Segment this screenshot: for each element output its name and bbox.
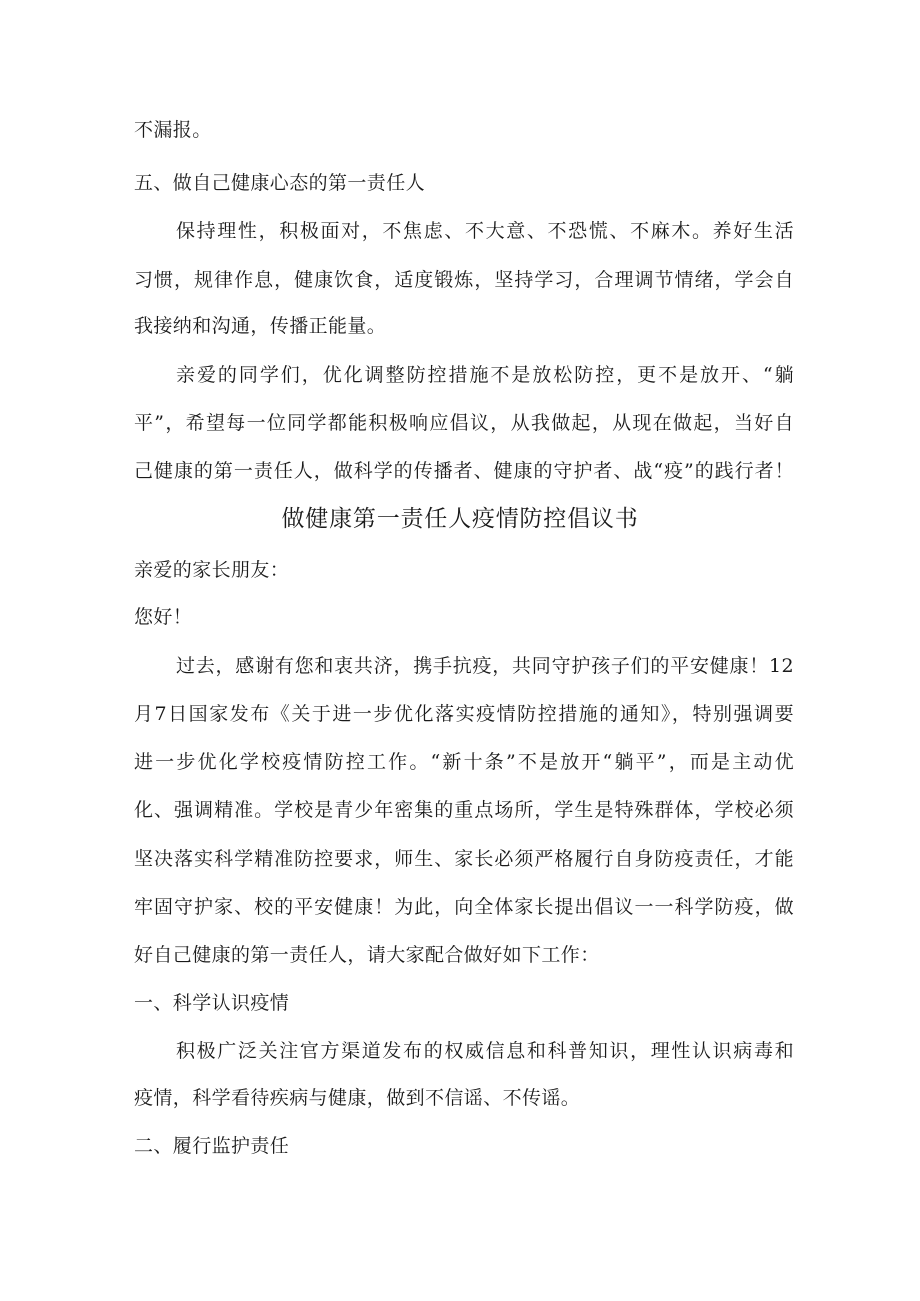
text-line: 平”，希望每一位同学都能积极响应倡议，从我做起，从现在做起，当好自 <box>134 412 794 434</box>
section-heading-1: 一、科学认识疫情 <box>134 992 290 1014</box>
section-heading-5: 五、做自己健康心态的第一责任人 <box>134 172 426 194</box>
text-line: 不漏报。 <box>134 119 212 141</box>
text-line: 己健康的第一责任人，做科学的传播者、健康的守护者、战“疫”的践行者！ <box>134 460 794 482</box>
text-line: 我接纳和沟通，传播正能量。 <box>134 315 387 337</box>
text-line: 疫情，科学看待疾病与健康，做到不信谣、不传谣。 <box>134 1087 581 1109</box>
text-line: 积极广泛关注官方渠道发布的权威信息和科普知识，理性认识病毒和 <box>176 1040 794 1062</box>
text-line: 月7日国家发布《关于进一步优化落实疫情防控措施的通知》，特别强调要 <box>134 703 794 725</box>
text-line: 化、强调精准。学校是青少年密集的重点场所，学生是特殊群体，学校必须 <box>134 799 794 821</box>
text-line: 好自己健康的第一责任人，请大家配合做好如下工作： <box>134 944 600 966</box>
text-line: 进一步优化学校疫情防控工作。“新十条”不是放开“躺平”，而是主动优 <box>134 751 794 773</box>
text-line: 坚决落实科学精准防控要求，师生、家长必须严格履行自身防疫责任，才能 <box>134 848 794 870</box>
text-line: 保持理性，积极面对，不焦虑、不大意、不恐慌、不麻木。养好生活 <box>176 220 794 242</box>
text-line: 亲爱的同学们，优化调整防控措施不是放松防控，更不是放开、“躺 <box>176 364 794 386</box>
salutation: 亲爱的家长朋友： <box>134 559 290 581</box>
document-title: 做健康第一责任人疫情防控倡议书 <box>281 506 639 532</box>
text-line: 习惯，规律作息，健康饮食，适度锻炼，坚持学习，合理调节情绪，学会自 <box>134 269 794 291</box>
section-heading-2: 二、履行监护责任 <box>134 1135 290 1157</box>
greeting: 您好！ <box>134 606 193 628</box>
text-line: 过去，感谢有您和衷共济，携手抗疫，共同守护孩子们的平安健康！12 <box>176 655 794 677</box>
text-line: 牢固守护家、校的平安健康！为此，向全体家长提出倡议一一科学防疫，做 <box>134 896 794 918</box>
